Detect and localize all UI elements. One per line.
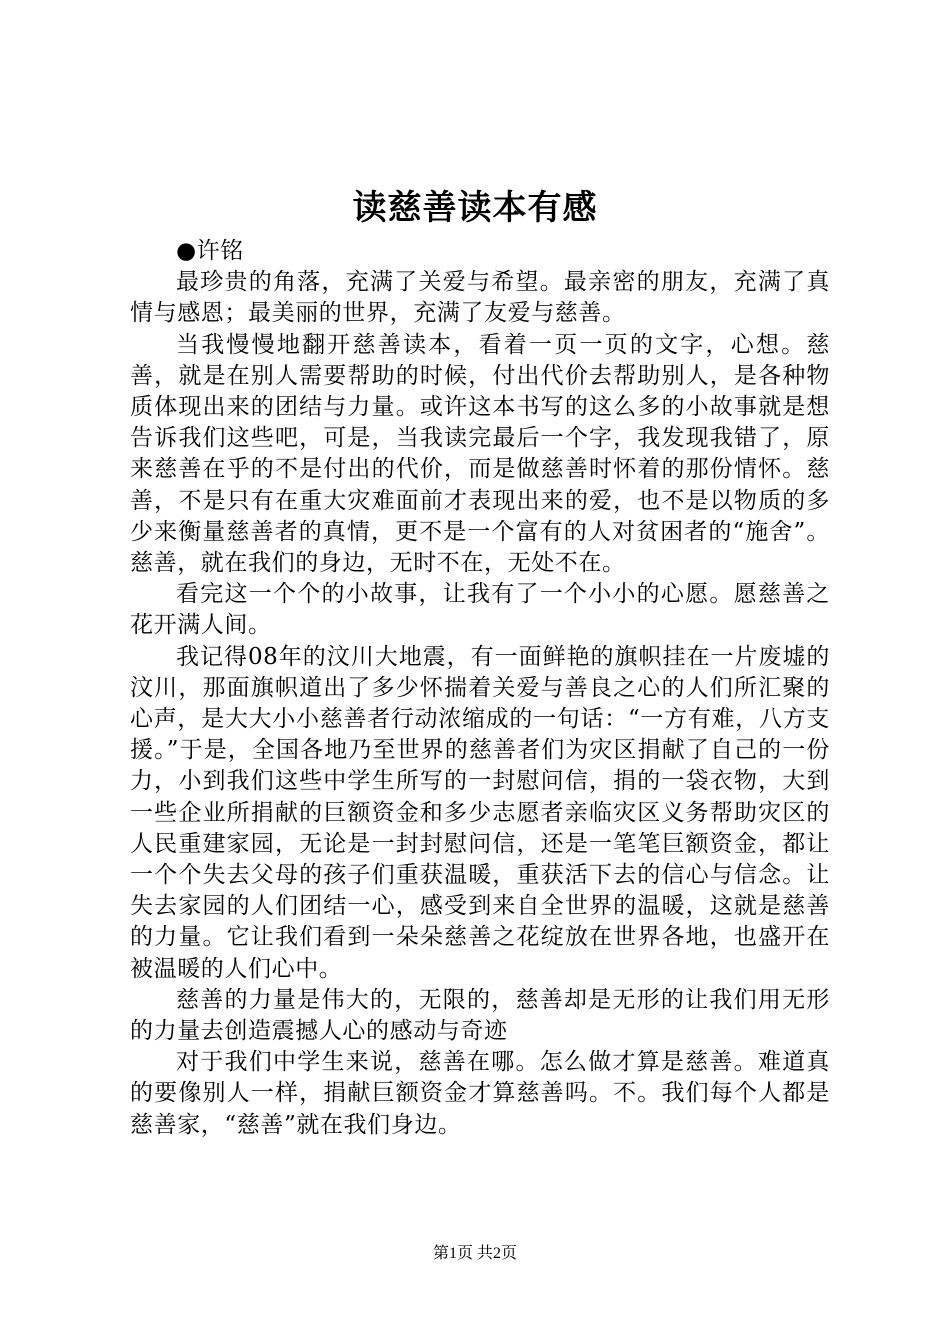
document-title: 读慈善读本有感 <box>352 188 598 228</box>
paragraph-4: 我记得08年的汶川大地震，有一面鲜艳的旗帜挂在一片废墟的汶川，那面旗帜道出了多少怀揣着关爱与善良之心的人们所汇聚的心声，是大大小小慈善者行动浓缩成的一句话：“一方有难，八方支援。”于是，全国各地乃至世界的慈善者们为灾区捐献了自己的一份力，小到我们这些中学生所写的一封慰问信，捐的一袋衣物，大到一些企业所捐献的巨额资金和多少志愿者亲临灾区义务帮助灾区的人民重建家园，无论是一封封慰问信，还是一笔笔巨额资金，都让一个个失去父母的孩子们重获温暖，重获活下去的信心与信念。让失去家园的人们团结一心，感受到来自全世界的温暖，这就是慈善的力量。它让我们看到一朵朵慈善之花绽放在世界各地，也盛开在被温暖的人们心中。 <box>130 643 830 982</box>
page-footer: 第1页 共2页 <box>432 1245 517 1262</box>
paragraph-6: 对于我们中学生来说，慈善在哪。怎么做才算是慈善。难道真的要像别人一样，捐献巨额资金才算慈善吗。不。我们每个人都是慈善家，“慈善”就在我们身边。 <box>130 1049 830 1138</box>
paragraph-2: 当我慢慢地翻开慈善读本，看着一页一页的文字，心想。慈善，就是在别人需要帮助的时候，付出代价去帮助别人，是各种物质体现出来的团结与力量。或许这本书写的这么多的小故事就是想告诉我们这些吧，可是，当我读完最后一个字，我发现我错了，原来慈善在乎的不是付出的代价，而是做慈善时怀着的那份情怀。慈善，不是只有在重大灾难面前才表现出来的爱，也不是以物质的多少来衡量慈善者的真情，更不是一个富有的人对贫困者的“施舍”。慈善，就在我们的身边，无时不在，无处不在。 <box>130 331 830 577</box>
paragraph-5: 慈善的力量是伟大的，无限的，慈善却是无形的让我们用无形的力量去创造震撼人心的感动与奇迹 <box>130 986 830 1045</box>
paragraph-1: 最珍贵的角落，充满了关爱与希望。最亲密的朋友，充满了真情与感恩；最美丽的世界，充满了友爱与慈善。 <box>130 269 830 327</box>
author-line: ●许铭 <box>176 238 244 264</box>
paragraph-3: 看完这一个个的小故事，让我有了一个小小的心愿。愿慈善之花开满人间。 <box>130 581 830 639</box>
document-body <box>130 236 830 1141</box>
